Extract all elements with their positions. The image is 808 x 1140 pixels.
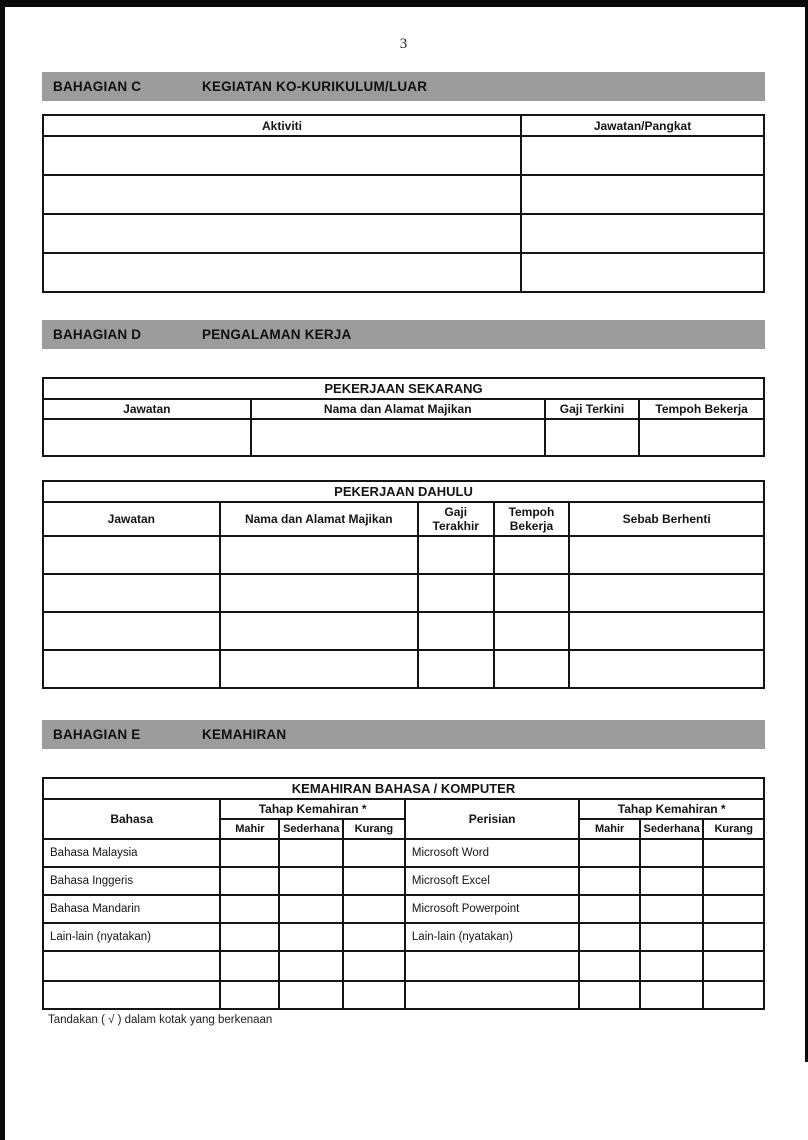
table-row [43,895,764,923]
checkbox-cell [640,839,703,867]
column-header-bahasa: Bahasa [43,799,220,839]
section-bar-c [42,72,765,101]
jawatan-cell [43,612,220,650]
nama-alamat-majikan-cell [220,612,418,650]
section-e-label: BAHAGIAN E [53,727,141,742]
scan-edge-left [0,0,5,1140]
column-header-jawatan: Jawatan [43,399,251,419]
page-number: 3 [399,36,408,52]
table-title-row [43,481,764,502]
checkbox-cell [279,895,342,923]
table-row [43,867,764,895]
column-header-mahir: Mahir [220,819,279,839]
checkbox-cell [343,867,405,895]
checkbox-cell [279,923,342,951]
column-header-gaji-terakhir: Gaji Terakhir [418,502,494,536]
checkbox-cell [220,923,279,951]
jawatan-cell [43,650,220,688]
checkbox-cell [343,839,405,867]
table-row [43,923,764,951]
gaji-terakhir-cell [418,650,494,688]
column-header-kurang: Kurang [343,819,405,839]
table-row [43,214,764,253]
checkbox-cell [640,923,703,951]
checkbox-cell [343,981,405,1009]
column-header-sebab-berhenti: Sebab Berhenti [569,502,764,536]
column-header-perisian: Perisian [405,799,579,839]
perisian-label [405,981,579,1009]
checkbox-cell [703,951,764,981]
table-title-pekerjaan-sekarang: PEKERJAAN SEKARANG [43,378,764,399]
checkbox-cell [703,981,764,1009]
footnote-tandakan: Tandakan ( √ ) dalam kotak yang berkenaan [48,1014,273,1026]
nama-alamat-majikan-cell [220,574,418,612]
table-row [43,536,764,574]
checkbox-cell [640,951,703,981]
checkbox-cell [703,867,764,895]
perisian-label: Lain-lain (nyatakan) [405,923,579,951]
table-title-pekerjaan-dahulu: PEKERJAAN DAHULU [43,481,764,502]
section-d-title: PENGALAMAN KERJA [202,327,352,342]
checkbox-cell [579,951,640,981]
checkbox-cell [579,981,640,1009]
perisian-label: Microsoft Powerpoint [405,895,579,923]
checkbox-cell [579,867,640,895]
bahasa-label: Bahasa Inggeris [43,867,220,895]
bahasa-label [43,981,220,1009]
section-c-title: KEGIATAN KO-KURIKULUM/LUAR [202,79,428,94]
aktiviti-cell [43,136,521,175]
bahasa-label: Bahasa Malaysia [43,839,220,867]
gaji-terakhir-cell [418,574,494,612]
sebab-berhenti-cell [569,650,764,688]
bahasa-label: Lain-lain (nyatakan) [43,923,220,951]
checkbox-cell [279,981,342,1009]
checkbox-cell [579,839,640,867]
table-row [43,175,764,214]
checkbox-cell [343,923,405,951]
table-row [43,419,764,456]
tempoh-bekerja-cell [494,612,570,650]
jawatan-pangkat-cell [521,136,764,175]
column-header-tempoh-bekerja: Tempoh Bekerja [494,502,570,536]
column-header-mahir: Mahir [579,819,640,839]
aktiviti-cell [43,175,521,214]
checkbox-cell [220,895,279,923]
tempoh-bekerja-cell [494,650,570,688]
table-title-row [43,778,764,799]
section-bar-e [42,720,765,749]
checkbox-cell [640,867,703,895]
column-header-tahap-kemahiran-perisian: Tahap Kemahiran * [579,799,764,819]
column-header-kurang: Kurang [703,819,764,839]
jawatan-cell [43,574,220,612]
nama-alamat-majikan-cell [251,419,545,456]
nama-alamat-majikan-cell [220,536,418,574]
table-header-row [43,799,764,819]
section-c-label: BAHAGIAN C [53,79,142,94]
jawatan-cell [43,419,251,456]
checkbox-cell [640,981,703,1009]
table-header-row [43,502,764,536]
table-row [43,136,764,175]
checkbox-cell [579,923,640,951]
perisian-label: Microsoft Excel [405,867,579,895]
table-header-row [43,115,764,136]
checkbox-cell [279,867,342,895]
table-header-row [43,399,764,419]
jawatan-pangkat-cell [521,175,764,214]
column-header-nama-alamat-majikan: Nama dan Alamat Majikan [251,399,545,419]
nama-alamat-majikan-cell [220,650,418,688]
column-header-gaji-terkini: Gaji Terkini [545,399,639,419]
checkbox-cell [343,951,405,981]
sebab-berhenti-cell [569,574,764,612]
column-header-sederhana: Sederhana [279,819,342,839]
perisian-label [405,951,579,981]
scan-edge-top [0,0,808,7]
jawatan-pangkat-cell [521,214,764,253]
column-header-aktiviti: Aktiviti [43,115,521,136]
tempoh-bekerja-cell [494,536,570,574]
table-title-kemahiran: KEMAHIRAN BAHASA / KOMPUTER [43,778,764,799]
table-row [43,253,764,292]
table-row [43,981,764,1009]
table-row [43,574,764,612]
gaji-terakhir-cell [418,612,494,650]
jawatan-pangkat-cell [521,253,764,292]
checkbox-cell [343,895,405,923]
checkbox-cell [703,895,764,923]
gaji-terakhir-cell [418,536,494,574]
bahasa-label [43,951,220,981]
table-row [43,839,764,867]
checkbox-cell [640,895,703,923]
checkbox-cell [579,895,640,923]
aktiviti-cell [43,214,521,253]
checkbox-cell [703,923,764,951]
column-header-jawatan: Jawatan [43,502,220,536]
column-header-tempoh-bekerja: Tempoh Bekerja [639,399,764,419]
sebab-berhenti-cell [569,612,764,650]
section-e-title: KEMAHIRAN [202,727,287,742]
checkbox-cell [220,951,279,981]
checkbox-cell [279,839,342,867]
table-row [43,951,764,981]
table-title-row [43,378,764,399]
sebab-berhenti-cell [569,536,764,574]
gaji-terkini-cell [545,419,639,456]
table-kemahiran [42,777,765,1010]
table-row [43,650,764,688]
bahasa-label: Bahasa Mandarin [43,895,220,923]
checkbox-cell [220,839,279,867]
checkbox-cell [279,951,342,981]
column-header-jawatan-pangkat: Jawatan/Pangkat [521,115,764,136]
checkbox-cell [220,867,279,895]
perisian-label: Microsoft Word [405,839,579,867]
checkbox-cell [703,839,764,867]
column-header-tahap-kemahiran-bahasa: Tahap Kemahiran * [220,799,405,819]
tempoh-bekerja-cell [494,574,570,612]
jawatan-cell [43,536,220,574]
checkbox-cell [220,981,279,1009]
table-kokurikulum [42,114,765,293]
tempoh-bekerja-cell [639,419,764,456]
section-d-label: BAHAGIAN D [53,327,142,342]
column-header-sederhana: Sederhana [640,819,703,839]
table-pekerjaan-dahulu [42,480,765,689]
column-header-nama-alamat-majikan: Nama dan Alamat Majikan [220,502,418,536]
aktiviti-cell [43,253,521,292]
table-pekerjaan-sekarang [42,377,765,457]
section-bar-d [42,320,765,349]
table-row [43,612,764,650]
